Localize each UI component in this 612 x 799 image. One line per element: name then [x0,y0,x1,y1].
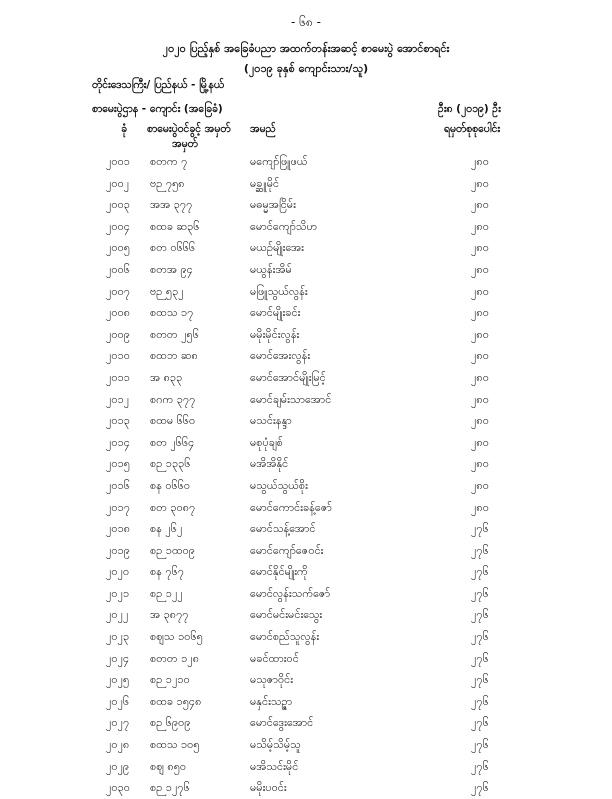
row-name: မအိသင်းမိုင် [250,759,299,773]
table-row [0,777,612,799]
table-row [0,691,612,713]
table-row [0,734,612,756]
row-name: မခ္ဆူမိုင် [250,176,280,190]
row-registration: စဉ ၁၂၁၀ [150,673,190,687]
row-registration: စန ၇၆၇ [150,565,184,579]
row-name: မောင်ကောင်းခန့်ဇော် [250,500,332,514]
row-registration: စတအ ၉၄ [150,262,193,276]
table-row [0,216,612,238]
row-name: မောင်ကျော်သိဟ [250,219,318,233]
row-marks: ၂၇၆ [471,586,489,600]
row-registration: စဂက ၃၇၇ [150,392,196,406]
row-number: ၂၀၁၂ [106,392,130,406]
table-row [0,648,612,670]
row-name: မစုပုံချစ် [250,435,283,449]
row-registration: စတ ၂၆၆၄ [150,435,195,449]
row-name: မခင်ထားဝင် [250,651,299,665]
table-row [0,756,612,778]
document-title: ၂၀၂၀ ပြည့်နှစ် အခြေခံပညာ အထက်တန်းအဆင့် စာမေးပွဲ အောင်စာရင်း [162,42,450,55]
row-marks: ၂၇၆ [471,716,489,730]
column-header-name: အမည် [250,123,276,135]
table-row [0,410,612,432]
row-name: မသွယ်သွယ်စိုး [250,478,308,492]
row-marks: ၂၈၀ [471,478,489,492]
table-row [0,389,612,411]
row-marks: ၂၈၀ [471,500,489,514]
row-name: မောင်လွန်းသက်ဇော် [250,586,331,600]
row-number: ၂၀၂၅ [106,673,130,687]
row-number: ၂၀၀၇ [106,284,130,298]
row-name: မောင်မင်းမင်းသွေး [250,608,323,622]
table-row [0,173,612,195]
row-registration: စဉ ၆၉၀၉ [150,716,191,730]
row-marks: ၂၈၀ [471,370,489,384]
row-registration: အအ ၃၇၇ [150,198,193,212]
table-row [0,345,612,367]
row-name: မအိအိနိုင် [250,457,289,471]
column-header-registration: စာမေးပွဲဝင်ခွင့် အမှတ် [147,123,231,135]
row-marks: ၂၇၆ [471,781,489,795]
row-name: မောင်သန့်အောင် [250,522,316,536]
row-registration: စထသ ၁၀၅ [150,738,200,752]
row-number: ၂၀၁၀ [106,349,130,363]
row-registration: စတတ ၁၂၈ [150,651,199,665]
row-registration: စဈသ ၁၀၆၅ [150,630,203,644]
row-name: မောင်အေးလွန်း [250,349,311,363]
row-marks: ၂၈၀ [471,457,489,471]
row-marks: ၂၇၆ [471,565,489,579]
row-marks: ၂၇၆ [471,651,489,665]
row-name: မယဉ်မျိုးအေး [250,241,304,255]
district-label: တိုင်းဒေသကြီး/ ပြည်နယ် - မြို့နယ် [92,79,225,91]
row-name: မောင်ဒွေးအောင် [250,716,314,730]
row-number: ၂၀၀၁ [106,155,130,168]
row-number: ၂၀၁၆ [106,478,130,492]
table-row [0,561,612,583]
row-number: ၂၀၁၄ [106,435,130,449]
row-marks: ၂၈၀ [471,435,489,449]
row-registration: စဉ ၁ထ၀၉ [150,543,195,557]
column-header-registration-sub: အမှတ် [172,138,198,150]
row-number: ၂၀၃၀ [106,781,130,795]
row-number: ၂၀၁၇ [106,500,130,514]
row-number: ၂၀၂၄ [106,651,130,665]
row-number: ၂၀၀၃ [106,198,130,212]
row-registration: စဉ ၁၂၂ [150,586,183,600]
row-number: ၂၀၂၀ [106,565,130,579]
table-row [0,367,612,389]
row-marks: ၂၇၆ [471,630,489,644]
row-name: မသိမ့်သိမ့်သူ [250,738,301,752]
row-number: ၂၀၁၃ [106,414,130,428]
row-number: ၂၀၂၉ [106,759,130,773]
table-row [0,626,612,648]
row-marks: ၂၈၀ [471,349,489,363]
row-name: မောင်ချမ်းသာအောင် [250,392,332,406]
row-marks: ၂၈၀ [471,176,489,190]
page-number: - ၆၈ - [291,15,321,29]
row-number: ၂၀၂၆ [106,694,130,708]
row-marks: ၂၇၆ [471,759,489,773]
row-number: ၂၀၀၉ [106,327,130,341]
row-name: မောင်အောင်မျိုးမြင့် [250,370,326,384]
row-registration: စန ၂၆၂ [150,522,183,536]
row-number: ၂၀၀၂ [106,176,130,190]
row-number: ၂၀၂၇ [106,716,130,730]
row-number: ၂၀၂၂ [106,608,129,622]
table-row [0,324,612,346]
row-marks: ၂၈၀ [471,284,489,298]
table-row [0,518,612,540]
row-name: မောင်မျိုးခင်း [250,306,301,320]
row-registration: စတ ၃၀၈၇ [150,500,196,514]
row-registration: စတက ၇ [150,155,188,168]
table-row [0,604,612,626]
row-registration: စထခ ၁၅၄၈ [150,694,202,708]
table-row [0,497,612,519]
row-number: ၂၀၂၃ [106,630,130,644]
row-name: မယွန်းအိမ် [250,262,292,276]
row-registration: စတတ ၂၅၆ [150,327,199,341]
row-registration: စတ ဝ၆၆၆ [150,241,196,255]
table-row [0,237,612,259]
row-name: မောင်စည်သူလွန်း [250,630,320,644]
row-number: ၂၀၀၆ [106,262,130,276]
results-list [0,151,612,799]
row-name: မသင်းနန္ဒာ [250,414,292,428]
row-marks: ၂၇၆ [471,608,489,622]
table-row [0,540,612,562]
row-registration: စဉ ၁၂၇၆ [150,781,190,795]
row-number: ၂၀၁၈ [106,522,131,536]
row-name: မောင်ကျော်ဇေဝင်း [250,543,324,557]
row-registration: စဈ ၈၅၀ [150,759,187,773]
column-header-marks: ရမှတ်စုစုပေါင်း [444,123,501,135]
row-marks: ၂၈၀ [471,262,489,276]
table-row [0,453,612,475]
row-number: ၂၀၀၄ [106,219,130,233]
row-number: ၂၀၁၁ [106,370,130,384]
table-row [0,712,612,734]
row-registration: ဗဉ ၇၅၈ [150,176,185,190]
row-marks: ၂၇၆ [471,673,489,687]
row-number: ၂၀၂၁ [106,586,130,600]
row-marks: ၂၇၆ [471,522,489,536]
table-row [0,281,612,303]
row-marks: ၂၈၀ [471,414,489,428]
row-registration: စထမ ၆၆၀ [150,414,196,428]
row-name: မနှင်းသဉ္ဇာ [250,694,293,708]
row-name: မကျော်ဖြူဖယ် [250,155,308,168]
row-marks: ၂၇၆ [471,738,489,752]
table-row [0,302,612,324]
row-marks: ၂၈၀ [471,155,489,168]
row-number: ၂၀၂၈ [106,738,130,752]
row-marks: ၂၈၀ [471,241,489,255]
row-registration: စဉ ၁၃၃၆ [150,457,191,471]
row-name: မမိုးပဝင်း [250,781,287,795]
row-number: ၂၀၀၈ [106,306,131,320]
row-marks: ၂၈၀ [471,219,489,233]
row-name: မောင်နိုင်မျိုးကို [250,565,308,579]
row-marks: ၂၇၆ [471,694,489,708]
row-marks: ၂၈၀ [471,327,489,341]
column-header-number: ခုံ [121,123,127,135]
row-number: ၂၀၁၉ [106,543,130,557]
row-marks: ၂၈၀ [471,306,489,320]
row-number: ၂၀၁၅ [106,457,130,471]
row-number: ၂၀၀၅ [106,241,130,255]
table-row [0,259,612,281]
row-name: မသုဇာဝိုင်း [250,673,294,687]
table-row [0,432,612,454]
row-name: မဓမ္မအငြိမ်း [250,198,296,212]
document-subtitle: (၂၀၁၉ ခုနှစ် ကျောင်းသား/သူ) [243,62,369,75]
exam-center-label: စာမေးပွဲဌာန - ကျောင်း (အခြေခံ) [92,103,223,115]
row-registration: စထဘ ဆ၈ [150,349,198,363]
row-name: မမိုးမိုင်းလွန်း [250,327,300,341]
row-registration: အ ၈၃၃ [150,370,183,384]
row-registration: စန ဝ၆၆ဝ [150,478,191,492]
year-label: ဦး၈ (၂၀၁၉) ဦး [438,103,501,115]
table-row [0,194,612,216]
table-row [0,151,612,173]
row-registration: ဗဉ ၅၃၂ [150,284,184,298]
table-row [0,583,612,605]
row-marks: ၂၇၆ [471,543,489,557]
row-registration: အ ၃၈၇၇ [150,608,189,622]
row-marks: ၂၈၀ [471,198,489,212]
row-marks: ၂၈၀ [471,392,489,406]
table-row [0,669,612,691]
row-registration: စထခ ဆ၃၆ [150,219,200,233]
table-row [0,475,612,497]
row-name: မဖြူသွယ်လွန်း [250,284,308,298]
row-registration: စထသ ၁၇ [150,306,194,320]
